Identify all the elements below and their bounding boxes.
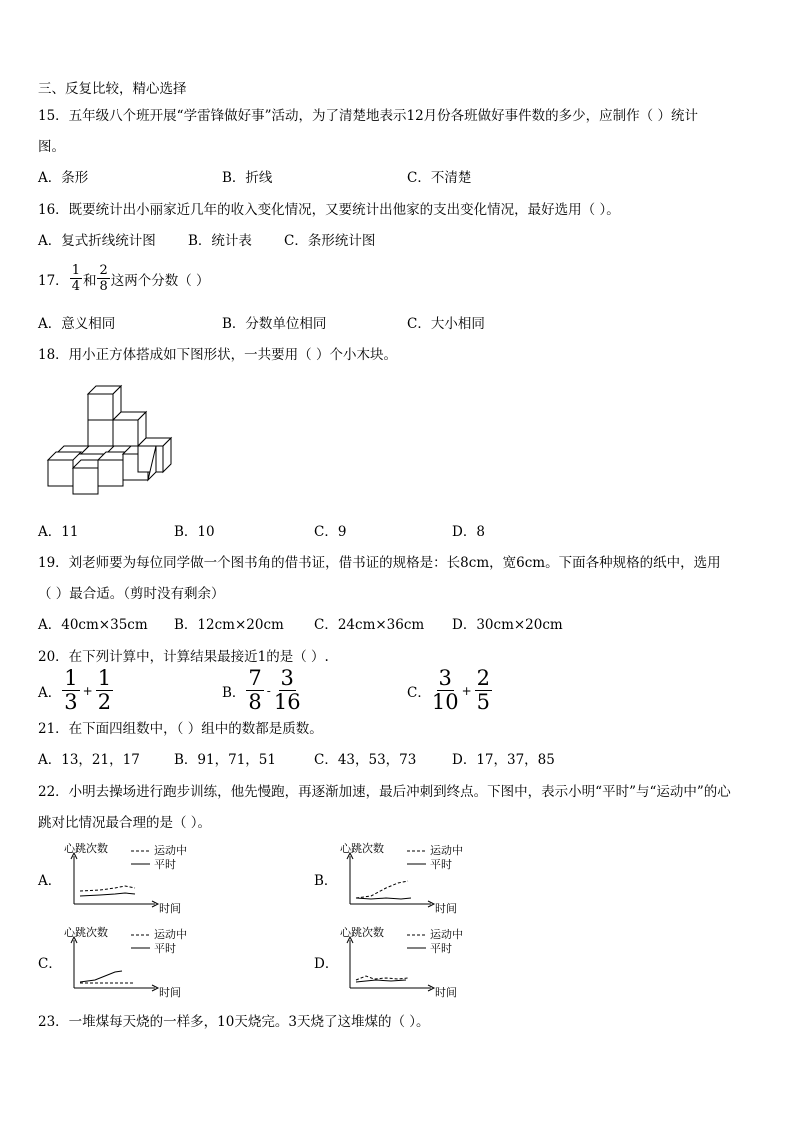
fraction-denominator: 3 [64,690,78,714]
fraction-denominator: 5 [476,690,491,714]
q22-chart-b [336,838,476,916]
fraction-numerator: 3 [438,666,452,690]
q16-option-a[interactable]: A．复式折线统计图 [38,233,156,249]
fraction-numerator: 3 [280,666,294,690]
q20-option-a[interactable] [38,668,114,713]
y-axis-label: 心跳次数 [64,842,108,855]
q22-chart-c [60,922,200,1000]
q16-option-b[interactable]: B．统计表 [188,233,252,249]
question-19-line2: （ ）最合适。（剪时没有剩余） [38,586,225,602]
question-16-text: 16．既要统计出小丽家近几年的收入变化情况，又要统计出他家的支出变化情况，最好选用（ ）。 [38,202,620,218]
q19-option-b[interactable]: B．12cm×20cm [174,617,284,633]
question-19-line1: 19．刘老师要为每位同学做一个图书角的借书证，借书证的规格是：长8cm，宽6cm。下面各种规格的纸中，选用 [38,555,721,571]
q18-option-a[interactable]: A．11 [38,524,79,540]
q22-option-d[interactable]: D． [314,956,339,972]
legend-exercise: 运动中 [430,844,463,857]
q22-chart-a [60,838,200,916]
fraction-numerator: 1 [71,263,80,278]
q16-option-c[interactable]: C．条形统计图 [284,233,376,249]
q17-and: 和 [82,272,97,289]
fraction-numerator: 2 [476,666,491,690]
question-22-line2: 跳对比情况最合理的是（ ）。 [38,815,212,831]
question-15-line2: 图。 [38,139,65,155]
legend-exercise: 运动中 [430,928,463,941]
q17-option-b[interactable]: B．分数单位相同 [222,316,327,332]
fraction-denominator: 10 [431,690,459,714]
section-title: 三、反复比较，精心选择 [38,81,187,97]
legend-exercise: 运动中 [154,928,187,941]
q22-option-c[interactable]: C． [38,956,62,972]
legend-normal: 平时 [430,858,452,871]
q20-option-c[interactable] [407,668,493,713]
legend-normal: 平时 [430,942,452,955]
q18-option-b[interactable]: B．10 [174,524,215,540]
x-axis-label: 时间 [435,986,457,999]
minus-sign: - [266,683,271,698]
question-23-text: 23．一堆煤每天烧的一样多，10天烧完。3天烧了这堆煤的（ ）。 [38,1014,430,1030]
y-axis-label: 心跳次数 [340,842,384,855]
q17-suffix: 这两个分数（ ） [110,272,210,289]
plus-sign: + [461,683,472,698]
question-22-line1: 22．小明去操场进行跑步训练，他先慢跑，再逐渐加速，最后冲刺到终点。下图中，表示小明“平时”与“运动中”的心 [38,784,731,800]
q17-fraction-2 [97,264,109,293]
q21-option-b[interactable]: B．91，71，51 [174,752,276,768]
q21-option-d[interactable]: D．17，37，85 [452,752,555,768]
q15-option-c[interactable]: C．不清楚 [407,170,472,186]
fraction-denominator: 8 [248,690,262,714]
question-18-text: 18．用小正方体搭成如下图形状，一共要用（ ）个小木块。 [38,347,397,363]
question-21-text: 21．在下面四组数中，（ ）组中的数都是质数。 [38,721,323,737]
x-axis-label: 时间 [435,902,457,915]
q20-option-b[interactable] [222,668,302,713]
q21-option-a[interactable]: A．13，21，17 [38,752,140,768]
q15-option-b[interactable]: B．折线 [222,170,273,186]
q21-option-c[interactable]: C．43，53，73 [314,752,417,768]
q22-chart-d [336,922,476,1000]
q22-option-b[interactable]: B． [314,873,338,889]
question-17-text [38,264,210,293]
q19-option-c[interactable]: C．24cm×36cm [314,617,425,633]
q17-prefix: 17． [38,272,69,289]
q19-option-d[interactable]: D．30cm×20cm [452,617,563,633]
q17-fraction-1 [70,264,82,293]
fraction-numerator: 2 [99,263,108,278]
fraction-numerator: 1 [97,666,112,690]
fraction-denominator: 16 [273,690,301,714]
question-20-text: 20．在下列计算中，计算结果最接近1的是（ ）. [38,649,329,665]
fraction-denominator: 4 [71,279,80,294]
y-axis-label: 心跳次数 [340,926,384,939]
fraction-numerator: 7 [248,666,262,690]
option-label: A． [38,684,62,701]
cube-stack-figure [44,382,184,500]
q18-option-c[interactable]: C．9 [314,524,347,540]
x-axis-label: 时间 [159,902,181,915]
legend-normal: 平时 [154,858,176,871]
fraction-denominator: 8 [99,279,108,294]
q15-option-a[interactable]: A．条形 [38,170,89,186]
plus-sign: + [82,683,93,698]
option-label: C． [407,684,431,701]
question-15-line1: 15．五年级八个班开展“学雷锋做好事”活动，为了清楚地表示12月份各班做好事件数的多少，应制作（ ）统计 [38,108,698,124]
fraction-denominator: 2 [97,690,112,714]
q18-option-d[interactable]: D．8 [452,524,485,540]
legend-normal: 平时 [154,942,176,955]
fraction-numerator: 1 [64,666,78,690]
q19-option-a[interactable]: A．40cm×35cm [38,617,148,633]
legend-exercise: 运动中 [154,844,187,857]
y-axis-label: 心跳次数 [64,926,108,939]
x-axis-label: 时间 [159,986,181,999]
q17-option-c[interactable]: C．大小相同 [407,316,485,332]
q17-option-a[interactable]: A．意义相同 [38,316,116,332]
q22-option-a[interactable]: A． [38,873,62,889]
option-label: B． [222,684,246,701]
